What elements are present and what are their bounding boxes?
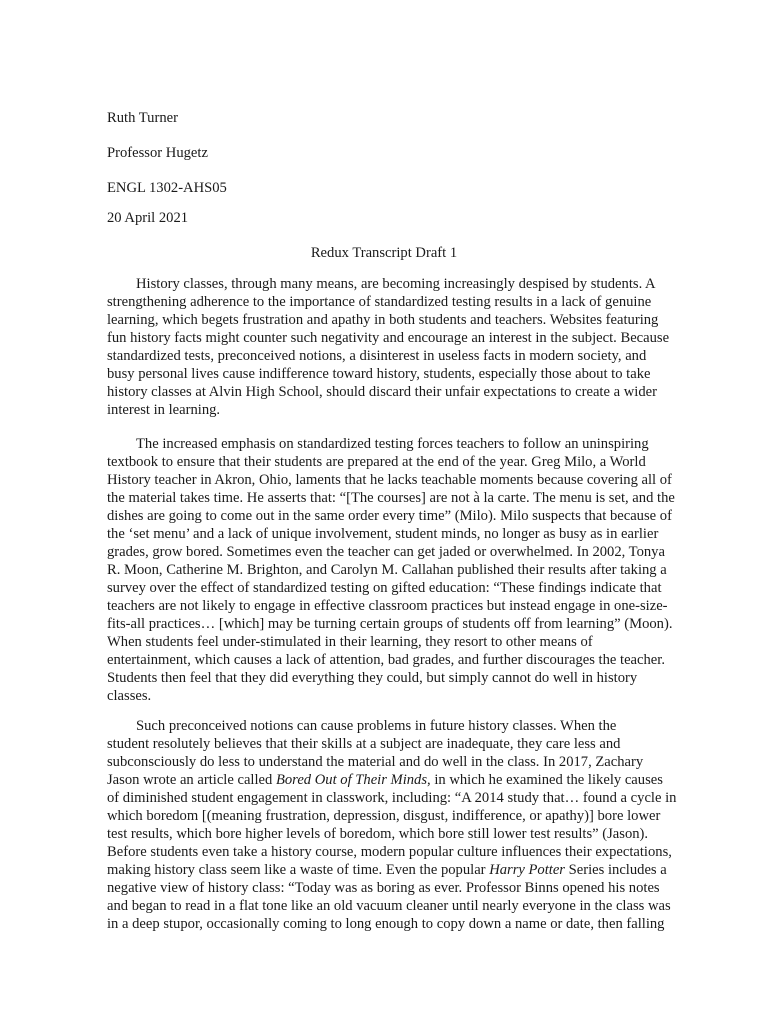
paragraph-line: grades, grow bored. Sometimes even the teacher can get jaded or overwhelmed. In 2002, Tonya bbox=[107, 544, 665, 560]
document-date: 20 April 2021 bbox=[107, 210, 189, 226]
paragraph-line: History classes, through many means, are becoming increasingly despised by students. A bbox=[136, 276, 656, 292]
paragraph-line: The increased emphasis on standardized testing forces teachers to follow an uninspiring bbox=[136, 436, 649, 452]
paragraph-line: standardized tests, preconceived notions, a disinterest in useless facts in modern society, and bbox=[107, 348, 647, 364]
paragraph-line: survey over the effect of standardized testing on gifted education: “These findings indicate that bbox=[107, 580, 662, 596]
paragraph-line: teachers are not likely to engage in effective classroom practices but instead engage in one-size- bbox=[107, 598, 668, 614]
paragraph-line: test results, which bore higher levels of boredom, which bore still lower test results” (Jason). bbox=[107, 826, 649, 842]
student-name: Ruth Turner bbox=[107, 110, 178, 126]
paragraph-line: classes. bbox=[107, 688, 152, 704]
paragraph-line: Jason wrote an article called Bored Out of Their Minds, in which he examined the likely causes bbox=[107, 772, 663, 788]
paragraph-line: Students then feel that they did everything they could, but simply cannot do well in history bbox=[107, 670, 638, 686]
paragraph-line: negative view of history class: “Today was as boring as ever. Professor Binns opened his notes bbox=[107, 880, 660, 896]
paragraph-line: entertainment, which causes a lack of attention, bad grades, and further discourages the teacher. bbox=[107, 652, 665, 668]
paragraph-line: which boredom [(meaning frustration, depression, disgust, indifference, or apathy)] bore lower bbox=[107, 808, 661, 824]
paragraph-line: textbook to ensure that their students are prepared at the end of the year. Greg Milo, a World bbox=[107, 454, 646, 470]
paragraph-line: subconsciously do less to understand the material and do well in the class. In 2017, Zachary bbox=[107, 754, 644, 770]
paragraph-line: strengthening adherence to the importance of standardized testing results in a lack of genuine bbox=[107, 294, 652, 310]
paragraph-line: student resolutely believes that their skills at a subject are inadequate, they care less and bbox=[107, 736, 621, 752]
paragraph-line: learning, which begets frustration and apathy in both students and teachers. Websites featuring bbox=[107, 312, 659, 328]
paragraph-line: fits-all practices… [which] may be turning certain groups of students off from learning” (Moon). bbox=[107, 616, 673, 632]
paragraph-line: Before students even take a history course, modern popular culture influences their expectations, bbox=[107, 844, 672, 860]
paragraph-line: the ‘set menu’ and a lack of unique involvement, student minds, no longer as busy as in earlier bbox=[107, 526, 659, 542]
paragraph-line: the material takes time. He asserts that: “[The courses] are not à la carte. The menu is set, and the bbox=[107, 490, 675, 506]
paragraph-3 bbox=[107, 717, 677, 933]
paragraph-line: making history class seem like a waste of time. Even the popular Harry Potter Series includes a bbox=[107, 862, 667, 878]
paragraph-line: When students feel under-stimulated in their learning, they resort to other means of bbox=[107, 634, 593, 650]
paragraph-line: interest in learning. bbox=[107, 402, 221, 418]
document-title: Redux Transcript Draft 1 bbox=[310, 245, 458, 261]
paragraph-line: Such preconceived notions can cause problems in future history classes. When the bbox=[136, 718, 617, 734]
professor-name: Professor Hugetz bbox=[107, 145, 208, 161]
paragraph-line: dishes are going to come out in the same order every time” (Milo). Milo suspects that because of bbox=[107, 508, 672, 524]
paragraph-line: History teacher in Akron, Ohio, laments that he lacks teachable moments because covering all of bbox=[107, 472, 672, 488]
italic-title: Harry Potter bbox=[489, 862, 565, 878]
paragraph-line: R. Moon, Catherine M. Brighton, and Carolyn M. Callahan published their results after taking a bbox=[107, 562, 667, 578]
paragraph-line: history classes at Alvin High School, should discard their unfair expectations to create a wider bbox=[107, 384, 657, 400]
paragraph-2 bbox=[107, 435, 675, 705]
course-code: ENGL 1302-AHS05 bbox=[107, 180, 227, 196]
paragraph-line: fun history facts might counter such negativity and encourage an interest in the subject. Because bbox=[107, 330, 670, 346]
paragraph-line: busy personal lives cause indifference toward history, students, especially those about to take bbox=[107, 366, 651, 382]
paragraph-line: in a deep stupor, occasionally coming to long enough to copy down a name or date, then falling bbox=[107, 916, 665, 932]
italic-title: Bored Out of Their Minds bbox=[275, 772, 428, 788]
paragraph-line: and began to read in a flat tone like an old vacuum cleaner until nearly everyone in the class was bbox=[107, 898, 671, 914]
paragraph-1 bbox=[107, 275, 670, 419]
paragraph-line: of diminished student engagement in classwork, including: “A 2014 study that… found a cycle in bbox=[107, 790, 677, 806]
